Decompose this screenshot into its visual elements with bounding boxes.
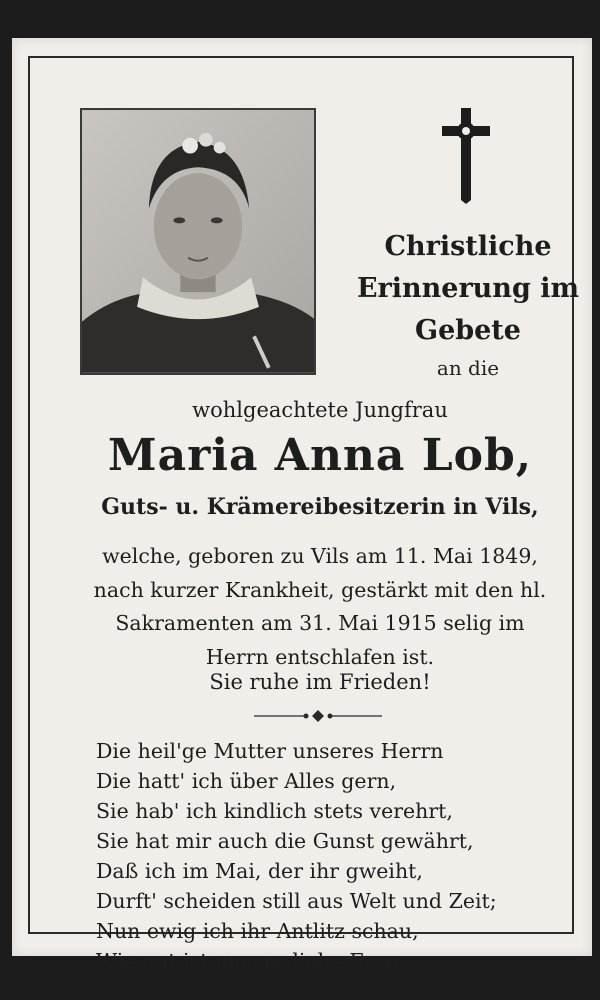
body-line: welche, geboren zu Vils am 11. Mai 1849,	[102, 544, 538, 568]
body-line: Sakramenten am 31. Mai 1915 selig im	[115, 611, 525, 635]
heading-title	[342, 226, 594, 352]
poem-line: Die hatt' ich über Alles gern,	[96, 769, 397, 793]
poem-line: Nun ewig ich ihr Antlitz schau,	[96, 919, 419, 943]
poem-line: Sie hab' ich kindlich stets verehrt,	[96, 799, 453, 823]
heading-line-1: Christliche	[384, 231, 552, 262]
body-line: nach kurzer Krankheit, gestärkt mit den hl.	[93, 577, 547, 602]
poem-line: Wie gut ist unsere liebe Frau.	[96, 949, 406, 973]
cross-icon	[432, 106, 500, 204]
body-line: Herrn entschlafen ist.	[205, 644, 435, 669]
poem-line: Daß ich im Mai, der ihr gweiht,	[96, 859, 423, 883]
heading-line-2: Erinnerung im	[356, 273, 580, 304]
memorial-poem	[96, 736, 497, 976]
portrait-photo	[80, 108, 316, 375]
poem-line: Die heil'ge Mutter unseres Herrn	[96, 739, 444, 763]
poem-line: Durft' scheiden still aus Welt und Zeit;	[96, 889, 497, 913]
ornament-divider-icon	[252, 706, 384, 726]
memorial-card	[12, 38, 592, 973]
rest-in-peace-text: Sie ruhe im Frieden!	[209, 670, 431, 694]
biography-text	[40, 540, 600, 674]
poem-line: Sie hat mir auch die Gunst gewährt,	[96, 829, 474, 853]
occupation-text: Guts- u. Krämereibesitzerin in Vils,	[101, 494, 539, 520]
heading-line-3: Gebete	[415, 315, 521, 346]
deceased-name: Maria Anna Lob,	[107, 430, 533, 481]
heading-sub: an die	[436, 356, 500, 380]
intro-text: wohlgeachtete Jungfrau	[192, 398, 448, 422]
